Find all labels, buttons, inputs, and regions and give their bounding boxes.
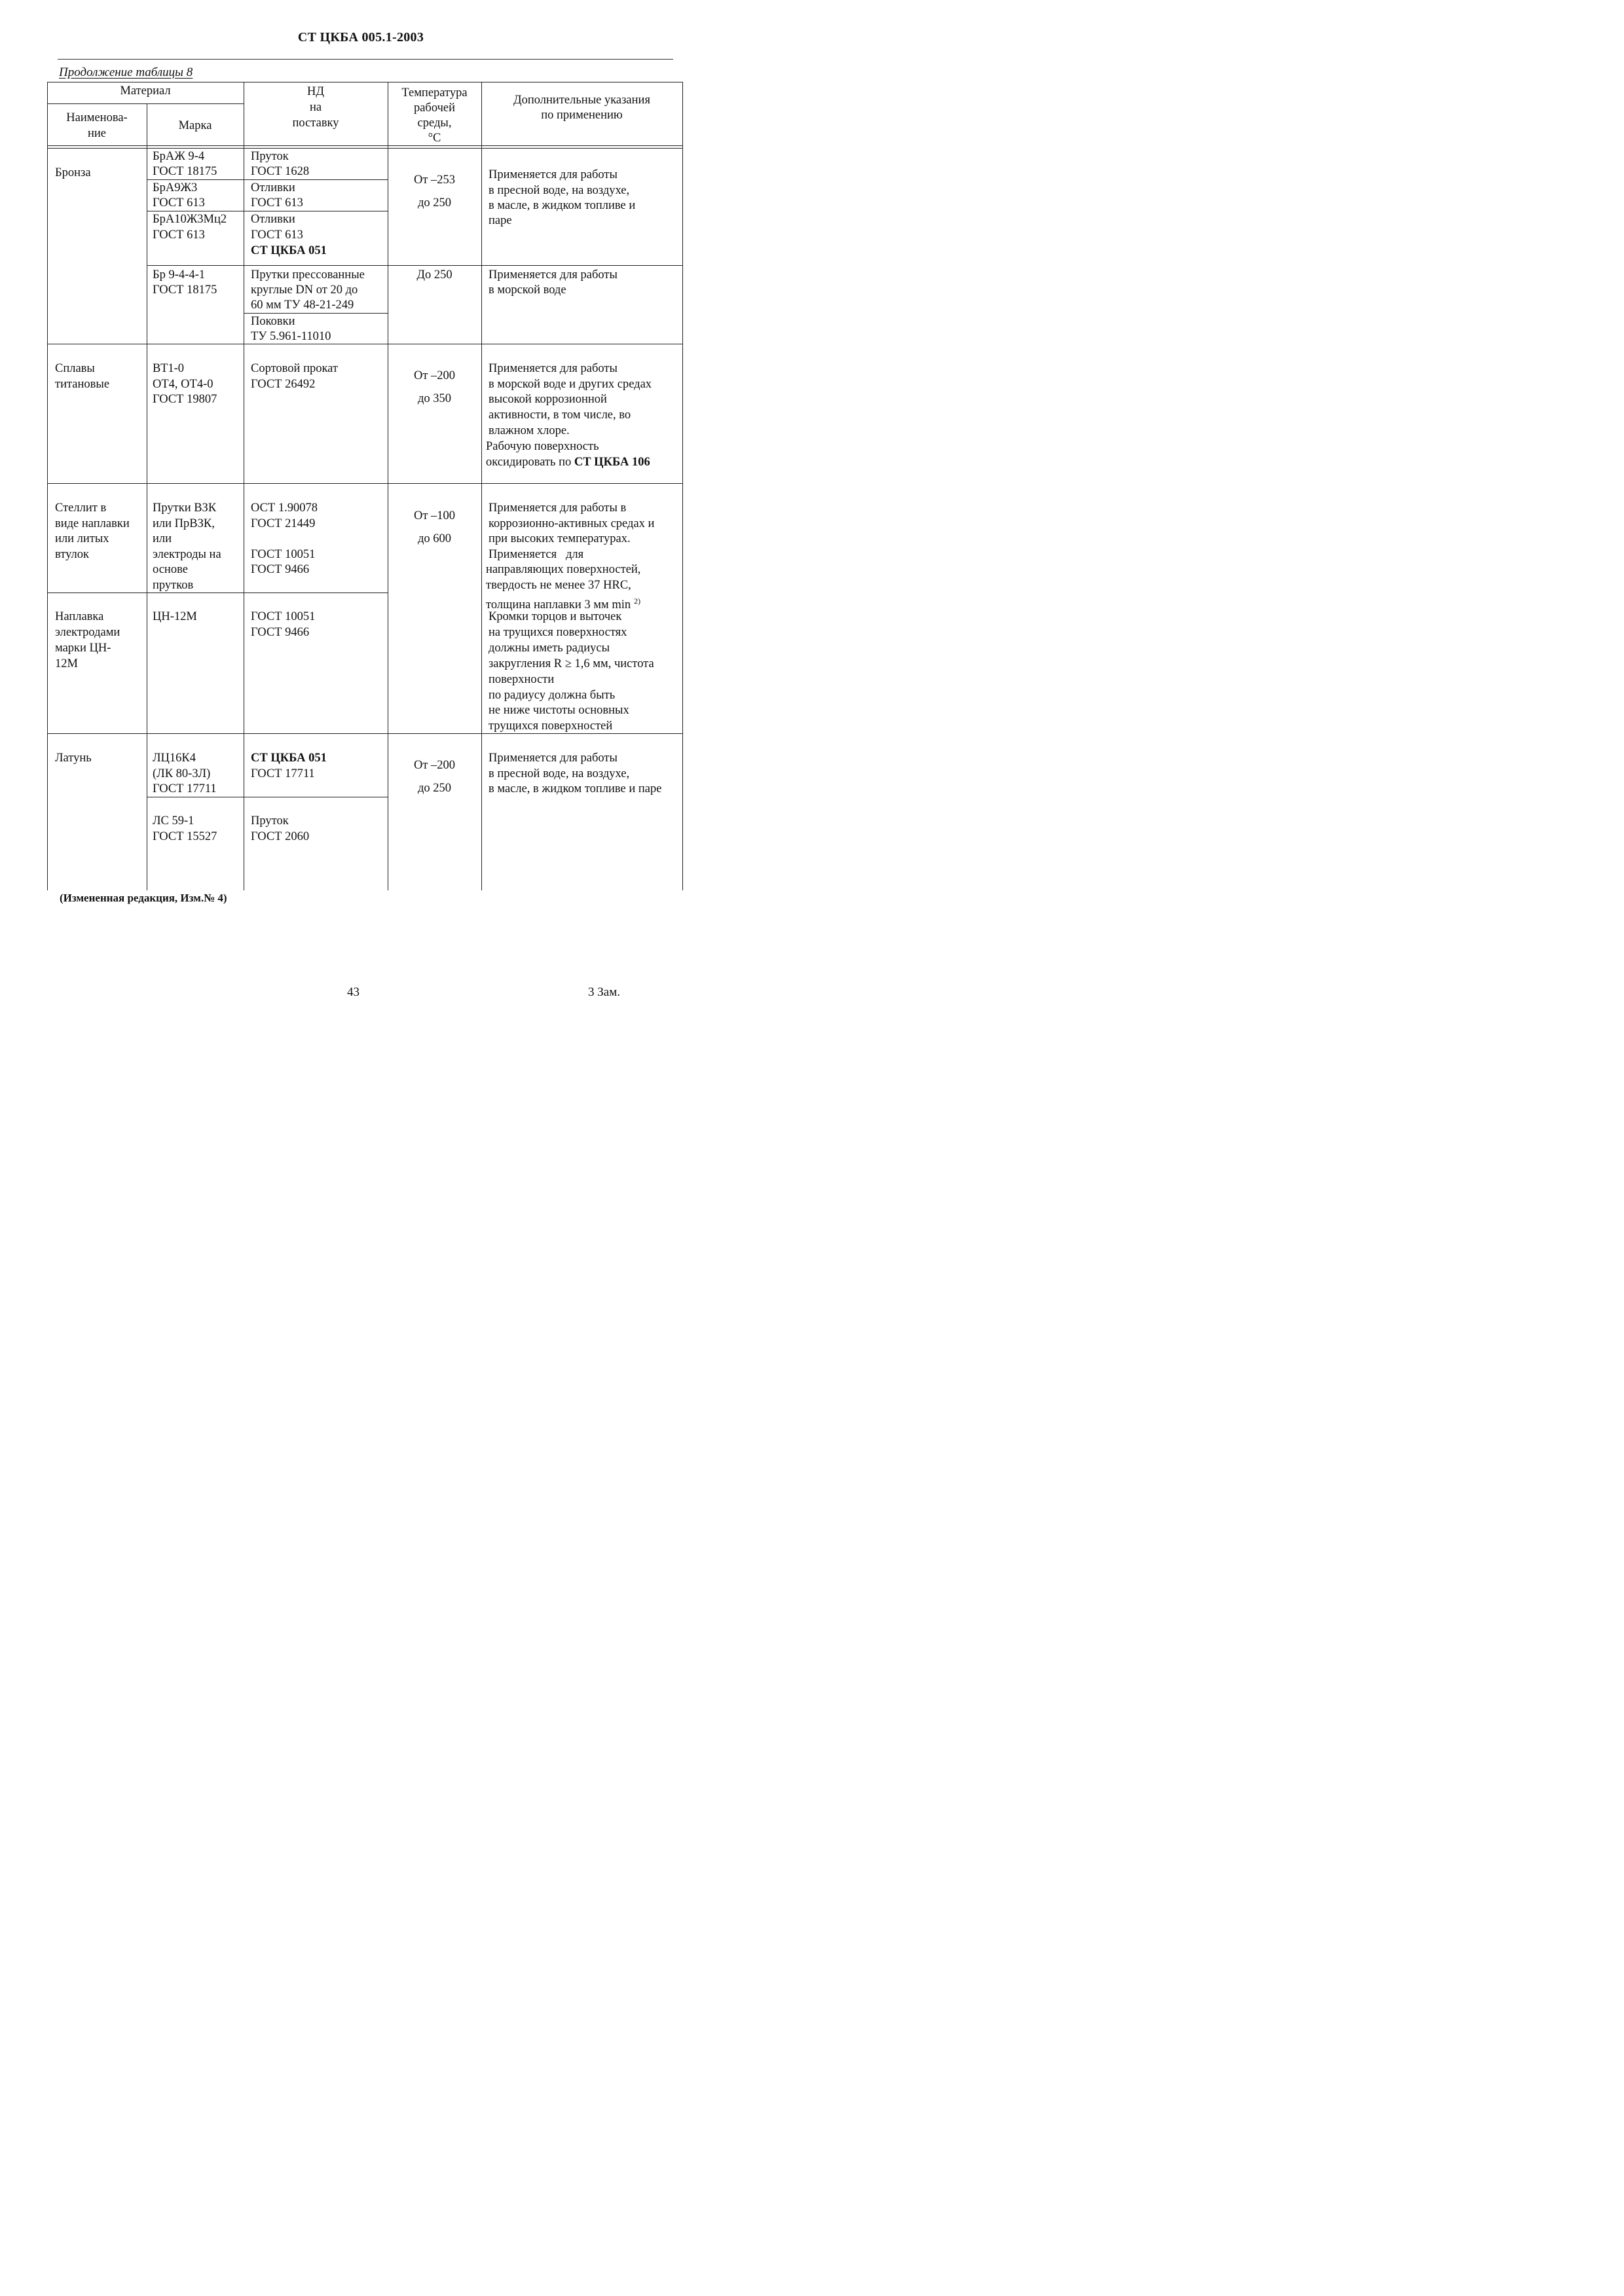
stellite-temp-to: до 600 xyxy=(417,532,452,545)
titanium-notes-6: Рабочую поверхность xyxy=(486,440,599,453)
titanium-name-1: Сплавы xyxy=(55,362,95,375)
bronze-notes-4: паре xyxy=(489,214,512,227)
bronze-nd-1-line2: ГОСТ 1628 xyxy=(251,165,310,178)
amendment-count: 3 Зам. xyxy=(588,985,620,999)
bronze2-nd-2-line1: Поковки xyxy=(251,315,295,328)
brass-notes-2: в пресной воде, на воздухе, xyxy=(489,767,630,780)
stellite-name-1: Стеллит в xyxy=(55,501,107,515)
table-border-left xyxy=(47,82,48,890)
stellite-notes-1: Применяется для работы в xyxy=(489,501,627,515)
stellite-nd-1: ОСТ 1.90078 xyxy=(251,501,318,515)
titanium-grade-2: ОТ4, ОТ4-0 xyxy=(153,378,213,391)
bronze-nd-1-line1: Пруток xyxy=(251,150,289,163)
stellite-grade-6: прутков xyxy=(153,579,194,592)
bronze2-nd-1-line1: Прутки прессованные xyxy=(251,268,365,282)
bronze-grade-1-line2: ГОСТ 18175 xyxy=(153,165,217,178)
row-divider-naplavka xyxy=(47,592,388,593)
stellite-temp-from: От –100 xyxy=(413,509,456,522)
titanium-notes-7b: СТ ЦКБА 106 xyxy=(574,456,650,469)
header-temp-2: рабочей xyxy=(413,101,456,115)
header-bottom-line xyxy=(47,145,682,149)
stellite-name-2: виде наплавки xyxy=(55,517,130,530)
header-nd-2: на xyxy=(309,101,322,114)
bronze2-grade-line1: Бр 9-4-4-1 xyxy=(153,268,205,282)
stellite-name-3: или литых xyxy=(55,532,109,545)
stellite-name-4: втулок xyxy=(55,548,90,561)
brass-grade-1-line3: ГОСТ 17711 xyxy=(153,782,217,795)
document-code-header: СТ ЦКБА 005.1-2003 xyxy=(297,30,424,45)
bronze-grade-2-line1: БрА9Ж3 xyxy=(153,181,198,194)
bronze-nd-3-line2: ГОСТ 613 xyxy=(251,228,303,242)
bronze2-nd-1-line3: 60 мм ТУ 48-21-249 xyxy=(251,299,354,312)
naplavka-name-3: марки ЦН- xyxy=(55,642,111,655)
stellite-grade-3: или xyxy=(153,532,172,545)
stellite-notes-15: трущихся поверхностей xyxy=(489,720,613,733)
naplavka-nd-1: ГОСТ 10051 xyxy=(251,610,316,623)
row-bronze-name: Бронза xyxy=(55,166,91,179)
stellite-notes-4: Применяется для xyxy=(489,548,584,561)
bronze2-nd-1-line2: круглые DN от 20 до xyxy=(251,283,358,297)
brass-nd-2-line2: ГОСТ 2060 xyxy=(251,830,310,843)
col-divider-temp xyxy=(481,82,482,890)
titanium-grade-1: ВТ1-0 xyxy=(153,362,185,375)
titanium-notes-1: Применяется для работы xyxy=(489,362,618,375)
brass-temp-to: до 250 xyxy=(417,782,452,795)
stellite-notes-2: коррозионно-активных средах и xyxy=(489,517,655,530)
header-nd-1: НД xyxy=(307,85,324,98)
naplavka-name-4: 12М xyxy=(55,657,78,670)
bronze-grade-3-line1: БрА10Ж3Мц2 xyxy=(153,213,227,226)
stellite-grade-5: основе xyxy=(153,563,188,576)
bronze-temp-to: до 250 xyxy=(417,196,452,210)
stellite-nd-3: ГОСТ 10051 xyxy=(251,548,316,561)
naplavka-name-1: Наплавка xyxy=(55,610,104,623)
stellite-nd-4: ГОСТ 9466 xyxy=(251,563,310,576)
page-number: 43 xyxy=(347,985,360,999)
stellite-grade-2: или ПрВЗК, xyxy=(153,517,215,530)
bronze-nd-2-line2: ГОСТ 613 xyxy=(251,196,303,210)
stellite-notes-9: на трущихся поверхностях xyxy=(489,626,627,639)
bronze-grade-1-line1: БрАЖ 9-4 xyxy=(153,150,205,163)
stellite-notes-11: закругления R ≥ 1,6 мм, чистота xyxy=(489,657,654,670)
stellite-nd-2: ГОСТ 21449 xyxy=(251,517,316,530)
brass-temp-from: От –200 xyxy=(413,759,456,772)
titanium-notes-2: в морской воде и других средах xyxy=(489,378,652,391)
header-notes-1: Дополнительные указания xyxy=(513,94,650,107)
titanium-temp-from: От –200 xyxy=(413,369,456,382)
bronze-grade-3-line2: ГОСТ 613 xyxy=(153,228,205,242)
bronze2-temp: До 250 xyxy=(416,268,452,282)
bronze2-nd-2-line2: ТУ 5.961-11010 xyxy=(251,330,331,343)
stellite-grade-4: электроды на xyxy=(153,548,221,561)
footnote-ref-2: 2) xyxy=(634,596,641,606)
bronze-nd-2-line1: Отливки xyxy=(251,181,295,194)
header-temp-3: среды, xyxy=(417,117,452,130)
stellite-notes-6: твердость не менее 37 HRC, xyxy=(486,579,631,592)
bronze-nd-3-line3: СТ ЦКБА 051 xyxy=(251,244,327,257)
bronze-nd-3-line1: Отливки xyxy=(251,213,295,226)
titanium-name-2: титановые xyxy=(55,378,110,391)
titanium-notes-4: активности, в том числе, во xyxy=(489,409,631,422)
brass-notes-3: в масле, в жидком топливе и паре xyxy=(489,782,662,795)
stellite-notes-8: Кромки торцов и выточек xyxy=(489,610,622,623)
header-grade: Марка xyxy=(178,119,212,132)
bronze2-notes-1: Применяется для работы xyxy=(489,268,618,282)
bronze2-grade-line2: ГОСТ 18175 xyxy=(153,283,217,297)
titanium-notes-3: высокой коррозионной xyxy=(489,393,607,406)
stellite-notes-3: при высоких температурах. xyxy=(489,532,631,545)
bronze-temp-from: От –253 xyxy=(413,173,456,187)
header-name-1: Наименова- xyxy=(66,111,128,124)
titanium-notes-7 xyxy=(486,454,650,470)
amendment-note: (Измененная редакция, Изм.№ 4) xyxy=(60,892,227,904)
header-temp-1: Температура xyxy=(401,86,468,100)
titanium-nd-1: Сортовой прокат xyxy=(251,362,338,375)
stellite-notes-10: должны иметь радиусы xyxy=(489,642,610,655)
stellite-notes-5: направляющих поверхностей, xyxy=(486,563,641,576)
table-border-right xyxy=(682,82,683,890)
bronze2-notes-2: в морской воде xyxy=(489,283,566,297)
stellite-notes-12: поверхности xyxy=(489,673,555,686)
header-rule xyxy=(58,59,673,60)
header-name-2: ние xyxy=(87,127,106,140)
brass-grade-2-line2: ГОСТ 15527 xyxy=(153,830,217,843)
header-material: Материал xyxy=(120,84,171,98)
brass-grade-1-line1: ЛЦ16К4 xyxy=(153,752,196,765)
brass-grade-1-line2: (ЛК 80-3Л) xyxy=(153,767,211,780)
titanium-temp-to: до 350 xyxy=(417,392,452,405)
stellite-notes-13: по радиусу должна быть xyxy=(489,689,616,702)
bronze-notes-1: Применяется для работы xyxy=(489,168,618,181)
brass-nd-2-line1: Пруток xyxy=(251,814,289,828)
table-caption: Продолжение таблицы 8 xyxy=(59,65,193,79)
material-subheader-line xyxy=(47,103,244,104)
brass-notes-1: Применяется для работы xyxy=(489,752,618,765)
naplavka-grade: ЦН-12М xyxy=(153,610,197,623)
header-temp-4: °С xyxy=(428,132,441,145)
titanium-grade-3: ГОСТ 19807 xyxy=(153,393,217,406)
brass-grade-2-line1: ЛС 59-1 xyxy=(153,814,194,828)
brass-name: Латунь xyxy=(55,752,92,765)
brass-nd-1-line1: СТ ЦКБА 051 xyxy=(251,752,327,765)
header-nd-3: поставку xyxy=(292,117,339,130)
row-divider-stellite xyxy=(47,483,682,484)
titanium-nd-2: ГОСТ 26492 xyxy=(251,378,316,391)
stellite-notes-14: не ниже чистоты основных xyxy=(489,704,629,717)
titanium-notes-7a: оксидировать по xyxy=(486,456,572,469)
naplavka-nd-2: ГОСТ 9466 xyxy=(251,626,310,639)
stellite-notes-7a: толщина наплавки 3 мм min xyxy=(486,598,631,612)
bronze-divider-3 xyxy=(147,265,682,266)
bronze-grade-2-line2: ГОСТ 613 xyxy=(153,196,205,210)
titanium-notes-5: влажном хлоре. xyxy=(489,424,570,437)
stellite-grade-1: Прутки ВЗК xyxy=(153,501,217,515)
bronze-notes-3: в масле, в жидком топливе и xyxy=(489,199,636,212)
header-notes-2: по применению xyxy=(541,109,623,122)
bronze-notes-2: в пресной воде, на воздухе, xyxy=(489,184,630,197)
brass-nd-1-line2: ГОСТ 17711 xyxy=(251,767,315,780)
naplavka-name-2: электродами xyxy=(55,626,120,639)
